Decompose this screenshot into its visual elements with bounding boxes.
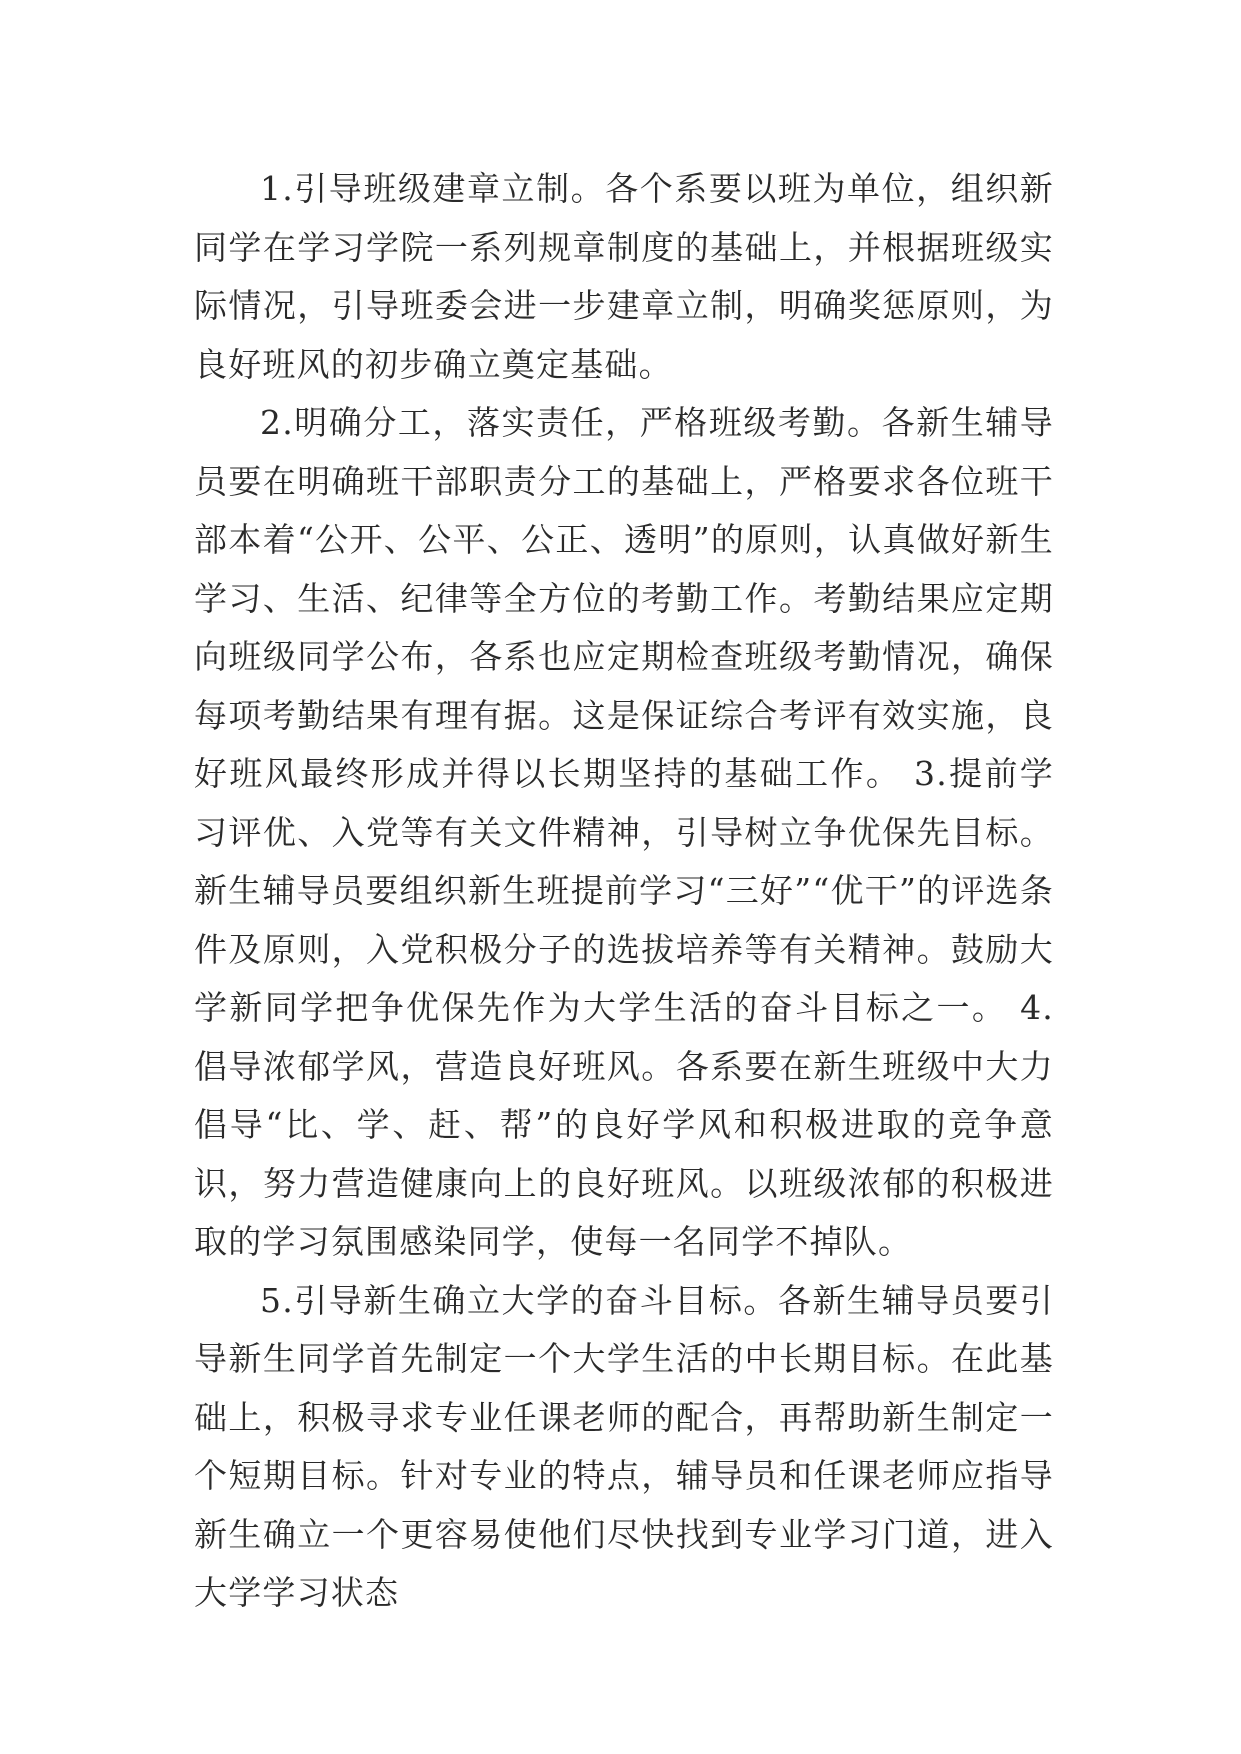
item-1-text: 1.引导班级建章立制。各个系要以班为单位，组织新同学在学习学院一系列规章制度的基础上，并根据班级实际情况，引导班委会进一步建章立制，明确奖惩原则，为良好班风的初步确立奠定基础。	[194, 169, 1054, 384]
document-body	[194, 160, 1054, 1623]
item-5-text: 5.引导新生确立大学的奋斗目标。各新生辅导员要引导新生同学首先制定一个大学生活的中长期目标。在此基础上，积极寻求专业任课老师的配合，再帮助新生制定一个短期目标。针对专业的特点，辅导员和任课老师应指导新生确立一个更容易使他们尽快找到专业学习门道，进入大学学习状态	[194, 1280, 1054, 1612]
item-2-text: 2.明确分工，落实责任，严格班级考勤。各新生辅导员要在明确班干部职责分工的基础上，严格要求各位班干部本着“公开、公平、公正、透明”的原则，认真做好新生学习、生活、纪律等全方位的考勤工作。考勤结果应定期向班级同学公布，各系也应定期检查班级考勤情况，确保每项考勤结果有理有据。这是保证综合考评有效实施，良好班风最终形成并得以长期坚持的基础工作。	[194, 403, 1054, 793]
item-4-text: 4.倡导浓郁学风，营造良好班风。各系要在新生班级中大力倡导“比、学、赶、帮”的良好学风和积极进取的竞争意识，努力营造健康向上的良好班风。以班级浓郁的积极进取的学习氛围感染同学，使每一名同学不掉队。	[194, 988, 1054, 1261]
paragraph-1	[194, 160, 1054, 394]
paragraph-3	[194, 1272, 1054, 1623]
item-3-text: 3.提前学习评优、入党等有关文件精神，引导树立争优保先目标。新生辅导员要组织新生班提前学习“三好”“优干”的评选条件及原则，入党积极分子的选拔培养等有关精神。鼓励大学新同学把争优保先作为大学生活的奋斗目标之一。	[194, 754, 1054, 1027]
paragraph-2	[194, 394, 1054, 1272]
